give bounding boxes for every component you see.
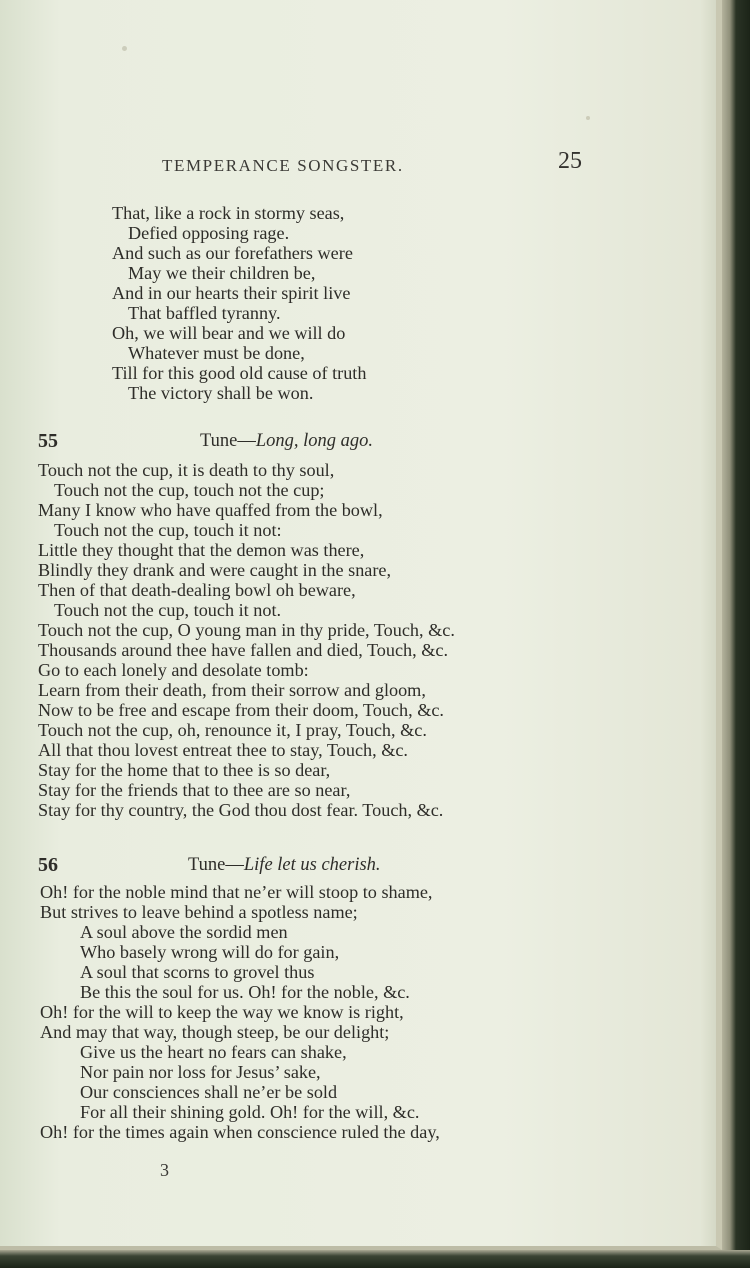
verse-line: Stay for the home that to thee is so dear, — [38, 760, 331, 780]
verse-line: And in our hearts their spirit live — [112, 283, 351, 303]
verse-line: Oh! for the times again when conscience ruled the day, — [40, 1122, 440, 1142]
song-56-verse — [40, 882, 440, 1142]
verse-line: Little they thought that the demon was there, — [38, 540, 365, 560]
verse-line: Then of that death-dealing bowl oh beware, — [38, 580, 356, 600]
verse-line: Stay for the friends that to thee are so near, — [38, 780, 351, 800]
verse-line: Who basely wrong will do for gain, — [80, 942, 340, 962]
verse-line: Go to each lonely and desolate tomb: — [38, 660, 309, 680]
verse-line: Touch not the cup, oh, renounce it, I pray, Touch, &c. — [38, 720, 427, 740]
verse-line: The victory shall be won. — [128, 383, 314, 403]
song-number: 55 — [38, 430, 58, 452]
song-55-verse — [38, 460, 455, 820]
verse-line: Whatever must be done, — [128, 343, 305, 363]
verse-line: May we their children be, — [128, 263, 316, 283]
verse-line: A soul that scorns to grovel thus — [80, 962, 315, 982]
verse-line: Now to be free and escape from their doom, Touch, &c. — [38, 700, 444, 720]
signature-mark: 3 — [160, 1160, 169, 1180]
verse-line: That, like a rock in stormy seas, — [112, 203, 345, 223]
verse-line: Nor pain nor loss for Jesus’ sake, — [80, 1062, 321, 1082]
verse-line: That baffled tyranny. — [128, 303, 281, 323]
verse-line: Defied opposing rage. — [128, 223, 290, 243]
tune-prefix: Tune— — [188, 855, 244, 875]
verse-line: Oh, we will bear and we will do — [112, 323, 346, 343]
verse-line: For all their shining gold. Oh! for the will, &c. — [80, 1102, 420, 1122]
verse-line: Oh! for the noble mind that ne’er will stoop to shame, — [40, 882, 433, 902]
verse-line: Many I know who have quaffed from the bowl, — [38, 500, 383, 520]
verse-line: All that thou lovest entreat thee to stay, Touch, &c. — [38, 740, 408, 760]
verse-line: Give us the heart no fears can shake, — [80, 1042, 347, 1062]
verse-line: Touch not the cup, touch it not: — [54, 520, 282, 540]
verse-line: But strives to leave behind a spotless name; — [40, 902, 358, 922]
verse-line: Thousands around thee have fallen and died, Touch, &c. — [38, 640, 449, 660]
page-number: 25 — [558, 148, 582, 174]
song-tune — [188, 855, 381, 876]
page-bottom-shadow — [0, 1250, 750, 1268]
song-number: 56 — [38, 854, 58, 876]
tune-prefix: Tune— — [200, 431, 256, 451]
verse-line: And such as our forefathers were — [112, 243, 353, 263]
song-tune — [200, 431, 373, 452]
paper-spot — [122, 46, 127, 51]
continuation-verse — [112, 203, 366, 403]
verse-line: Touch not the cup, touch it not. — [54, 600, 282, 620]
verse-line: Till for this good old cause of truth — [112, 363, 367, 383]
verse-line: Learn from their death, from their sorrow and gloom, — [38, 680, 426, 700]
tune-name: Long, long ago. — [255, 431, 374, 451]
page-edge-shadow — [722, 0, 750, 1268]
verse-line: Touch not the cup, O young man in thy pride, Touch, &c. — [38, 620, 455, 640]
verse-line: Be this the soul for us. Oh! for the noble, &c. — [80, 982, 410, 1002]
verse-line: Oh! for the will to keep the way we know is right, — [40, 1002, 404, 1022]
verse-line: A soul above the sordid men — [80, 922, 288, 942]
verse-line: Our consciences shall ne’er be sold — [80, 1082, 338, 1102]
running-title: TEMPERANCE SONGSTER. — [162, 156, 404, 175]
tune-name: Life let us cherish. — [243, 855, 381, 875]
verse-line: Blindly they drank and were caught in the snare, — [38, 560, 392, 580]
verse-line: And may that way, though steep, be our delight; — [40, 1022, 390, 1042]
paper-spot — [586, 116, 590, 120]
verse-line: Touch not the cup, it is death to thy soul, — [38, 460, 335, 480]
verse-line: Touch not the cup, touch not the cup; — [54, 480, 325, 500]
verse-line: Stay for thy country, the God thou dost fear. Touch, &c. — [38, 800, 444, 820]
